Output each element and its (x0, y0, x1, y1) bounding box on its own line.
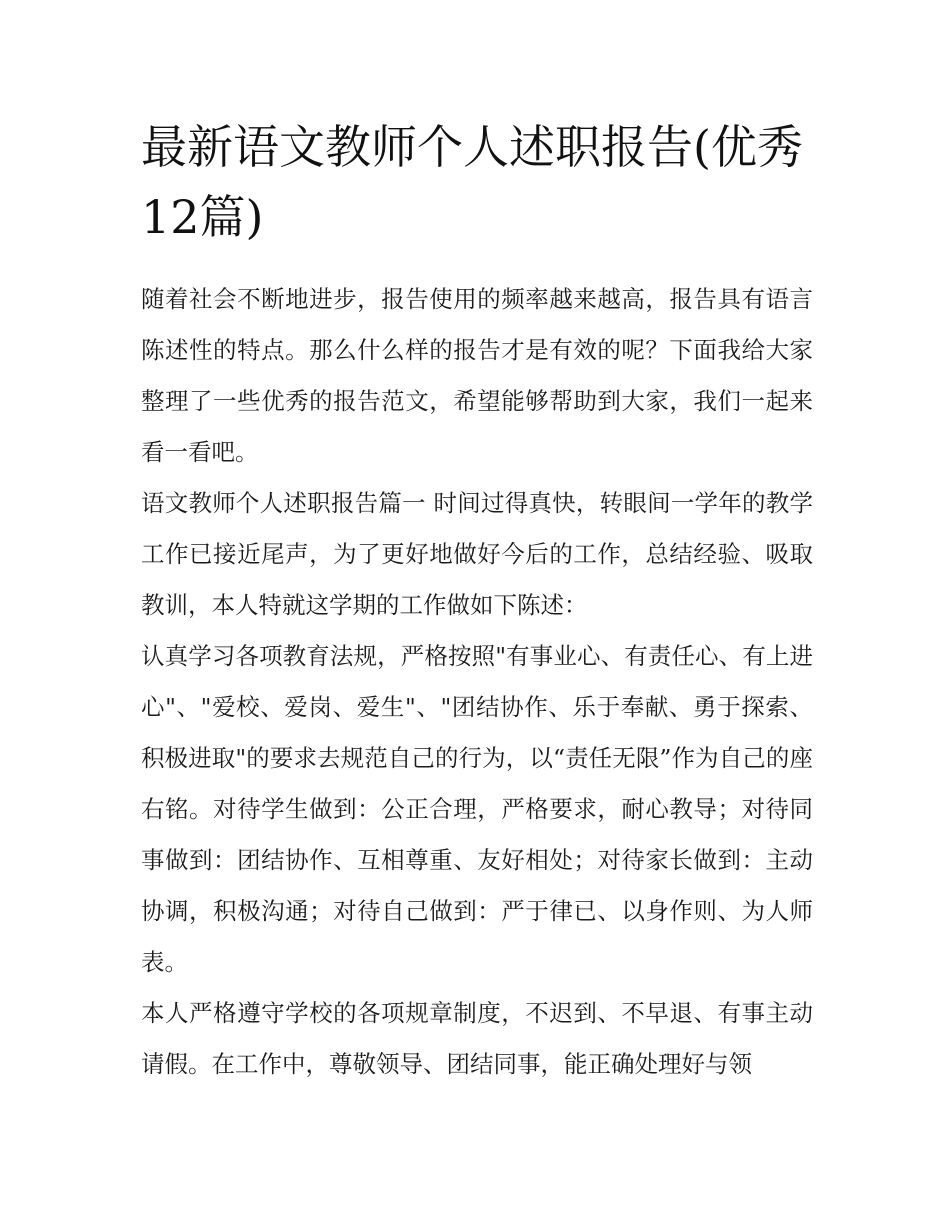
document-title: 最新语文教师个人述职报告(优秀12篇) (141, 120, 803, 244)
paragraph-rules: 本人严格遵守学校的各项规章制度，不迟到、不早退、有事主动请假。在工作中，尊敬领导、团结同事，能正确处理好与领 (141, 999, 813, 1078)
paragraph-intro: 随着社会不断地进步，报告使用的频率越来越高，报告具有语言陈述性的特点。那么什么样的报告才是有效的呢？下面我给大家整理了一些优秀的报告范文，希望能够帮助到大家，我们一起来看一看吧。 (141, 285, 813, 466)
document-body (141, 112, 813, 1090)
paragraph-conduct: 认真学习各项教育法规，严格按照"有事业心、有责任心、有上进心"、"爱校、爱岗、爱生"、"团结协作、乐于奉献、勇于探索、积极进取"的要求去规范自己的行为，以“责任无限”作为自己的座右铭。对待学生做到：公正合理，严格要求，耐心教导；对待同事做到：团结协作、互相尊重、友好相处；对待家长做到：主动协调，积极沟通；对待自己做到：严于律已、以身作则、为人师表。 (141, 642, 813, 976)
paragraph-section-one-opening: 语文教师个人述职报告篇一 时间过得真快，转眼间一学年的教学工作已接近尾声，为了更好地做好今后的工作，总结经验、吸取教训，本人特就这学期的工作做如下陈述： (141, 489, 813, 619)
